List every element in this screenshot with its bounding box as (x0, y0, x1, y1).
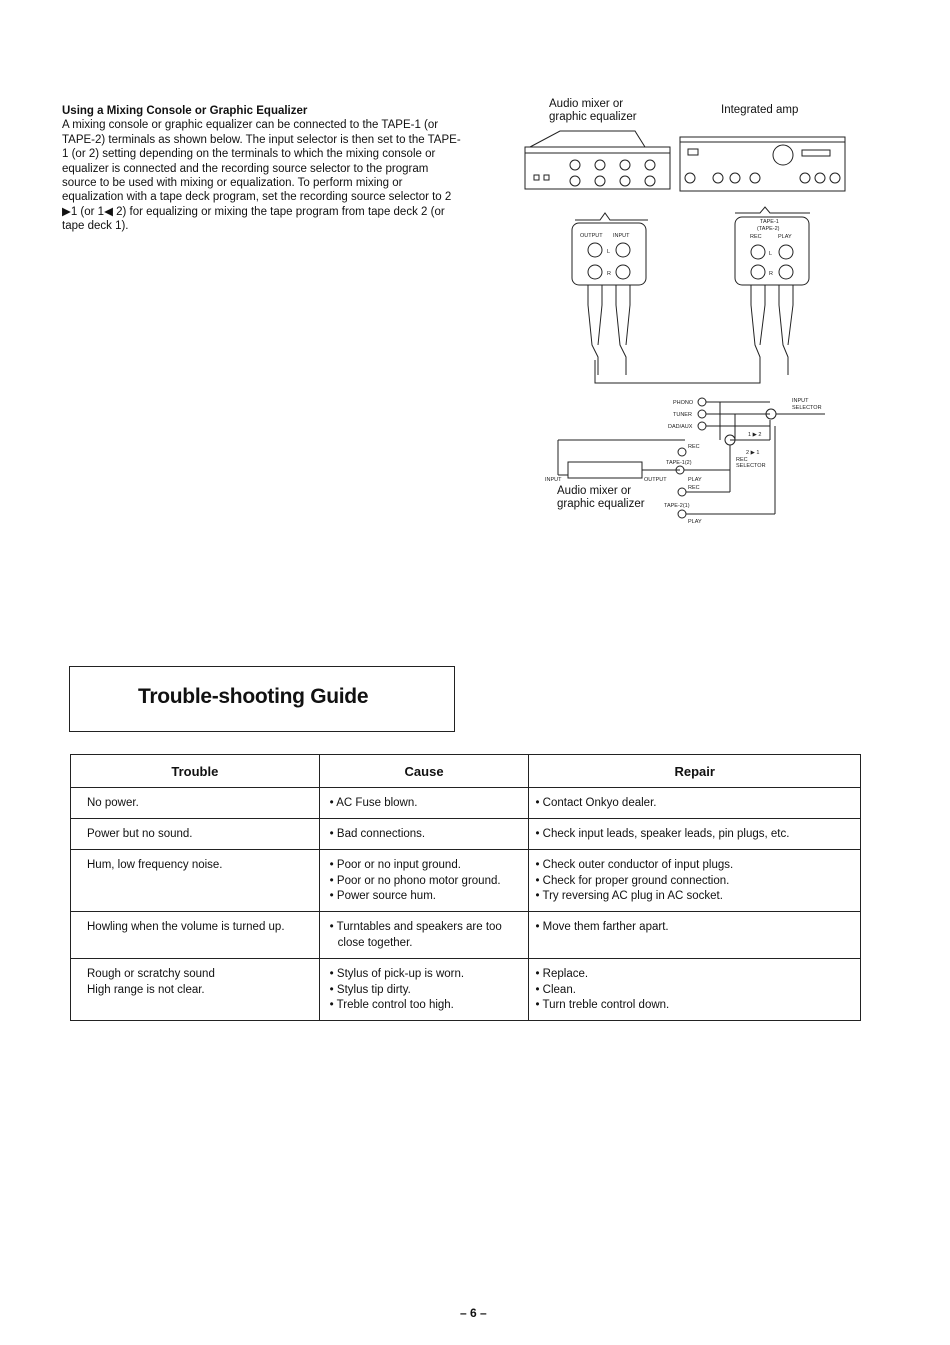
intro-body: A mixing console or graphic equalizer can be connected to the TAPE-1 (or TAPE-2) terminals as shown below. The input selector is then set to the TAPE-1 (or 2) setting depending on the terminals to which the mixing console or equalizer is connected and the recording source selector to the program source to be used with mixing or equalization. To perform mixing or equalization with a tape deck program, set the recording source selector to 2 ▶1 (or 1◀ 2) for equalizing or mixing the tape program from tape deck 2 (or tape deck 1). (62, 119, 461, 233)
amp-label: Integrated amp (721, 104, 799, 116)
header-trouble: Trouble (71, 755, 320, 788)
cause-line: • Stylus of pick-up is worn. (329, 968, 465, 980)
mixer-front-panel (525, 131, 670, 189)
one-to-two-label: 1 ▶ 2 (748, 432, 762, 438)
mixer-label-line1: Audio mixer or (549, 98, 624, 110)
header-repair: Repair (529, 755, 861, 788)
schematic-input-label: INPUT (545, 477, 562, 483)
amp-rec-label: REC (750, 234, 762, 240)
cell-repair (529, 819, 861, 850)
table-row (71, 819, 861, 850)
cause-line: • Poor or no phono motor ground. (329, 874, 501, 887)
cell-trouble (71, 912, 320, 959)
cell-cause (319, 788, 529, 819)
cell-cause (319, 850, 529, 912)
table-row (71, 959, 861, 1021)
cause-line: • Turntables and speakers are too close together. (329, 921, 502, 949)
cell-repair (529, 850, 861, 912)
mixer-label (549, 98, 637, 124)
play-label: PLAY (688, 477, 702, 483)
repair-line: • Check outer conductor of input plugs. (535, 859, 734, 871)
cell-trouble (71, 850, 320, 912)
trouble-line: Howling when the volume is turned up. (87, 921, 285, 933)
guide-title: Trouble-shooting Guide (138, 685, 369, 708)
schematic-mixer-label (557, 485, 645, 511)
repair-line: • Contact Onkyo dealer. (535, 797, 657, 809)
dad-aux-label: DAD/AUX (668, 424, 693, 430)
trouble-line: High range is not clear. (87, 983, 205, 996)
rec-selector-label-1: REC (736, 457, 748, 463)
input-selector-label-2: SELECTOR (792, 405, 822, 411)
repair-line: • Turn treble control down. (535, 999, 670, 1011)
table-row (71, 912, 861, 959)
cell-trouble (71, 959, 320, 1021)
cell-cause (319, 819, 529, 850)
page-number: – 6 – (460, 1306, 487, 1320)
amp-tape2-label: (TAPE-2) (757, 226, 780, 232)
tape-2-1-label: TAPE-2(1) (664, 503, 690, 509)
mixer-label-line2: graphic equalizer (549, 111, 637, 123)
cell-repair (529, 912, 861, 959)
intro-section (62, 104, 462, 234)
intro-heading: Using a Mixing Console or Graphic Equalizer (62, 105, 308, 117)
cell-repair (529, 788, 861, 819)
cause-line: • Poor or no input ground. (329, 859, 461, 871)
schematic-mixer-label-line1: Audio mixer or (557, 485, 632, 497)
cell-repair (529, 959, 861, 1021)
rec-selector-label-2: SELECTOR (736, 463, 766, 469)
header-cause: Cause (319, 755, 529, 788)
table-header-row (71, 755, 861, 788)
repair-line: • Check for proper ground connection. (535, 874, 730, 887)
input-selector-label-1: INPUT (792, 398, 809, 404)
repair-line: • Clean. (535, 983, 576, 996)
signal-schematic (540, 392, 830, 532)
guide-title-box (69, 666, 455, 732)
repair-line: • Try reversing AC plug in AC socket. (535, 890, 723, 902)
table-row (71, 788, 861, 819)
cell-cause (319, 912, 529, 959)
rec2-label: REC (688, 485, 700, 491)
mixer-l-label: L (607, 249, 611, 255)
repair-line: • Move them farther apart. (535, 921, 669, 933)
schematic-output-label: OUTPUT (644, 477, 667, 483)
amp-play-label: PLAY (778, 234, 792, 240)
cause-line: • Power source hum. (329, 890, 436, 902)
phono-label: PHONO (673, 400, 694, 406)
cell-cause (319, 959, 529, 1021)
tape-1-2-label: TAPE-1(2) (666, 460, 692, 466)
cause-line: • Treble control too high. (329, 999, 454, 1011)
amp-l-label: L (769, 251, 773, 257)
connection-diagram (520, 125, 850, 390)
trouble-line: Hum, low frequency noise. (87, 859, 223, 871)
rec-label: REC (688, 444, 700, 450)
trouble-line: Power but no sound. (87, 828, 193, 840)
repair-line: • Replace. (535, 968, 589, 980)
two-to-one-label: 2 ▶ 1 (746, 450, 760, 456)
amp-r-label: R (769, 271, 773, 277)
amp-front-panel (680, 137, 845, 191)
mixer-output-label: OUTPUT (580, 233, 603, 239)
tuner-label: TUNER (673, 412, 692, 418)
trouble-line: Rough or scratchy sound (87, 968, 215, 980)
trouble-line: No power. (87, 797, 139, 809)
cause-line: • Stylus tip dirty. (329, 983, 411, 996)
cause-line: • Bad connections. (329, 828, 426, 840)
mixer-r-label: R (607, 271, 611, 277)
play2-label: PLAY (688, 519, 702, 525)
repair-line: • Check input leads, speaker leads, pin plugs, etc. (535, 828, 790, 840)
schematic-mixer-label-line2: graphic equalizer (557, 498, 645, 510)
troubleshooting-table (70, 754, 861, 1021)
cell-trouble (71, 788, 320, 819)
amp-tape1-label: TAPE-1 (760, 219, 779, 225)
cause-line: • AC Fuse blown. (329, 797, 418, 809)
mixer-input-label: INPUT (613, 233, 630, 239)
cell-trouble (71, 819, 320, 850)
table-row (71, 850, 861, 912)
